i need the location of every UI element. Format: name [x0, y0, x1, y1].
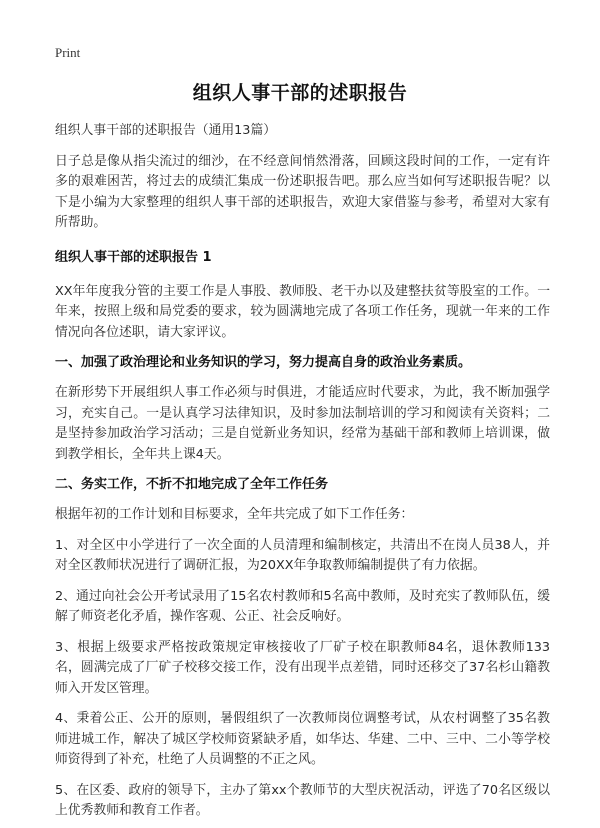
intro-paragraph: 日子总是像从指尖流过的细沙，在不经意间悄然滑落，回顾这段时间的工作，一定有许多的艰难困苦，将过去的成绩汇集成一份述职报告吧。那么应当如何写述职报告呢？以下是小编为大家整理的组织人事干部的述职报告，欢迎大家借鉴与参考，希望对大家有所帮助。	[55, 153, 550, 230]
list-item-3: 3、根据上级要求严格按政策规定审核接收了厂矿子校在职教师84名，退休教师133名，圆满完成了厂矿子校移交接工作，没有出现半点差错，同时还移交了37名杉山籍教师入开发区管理。	[55, 639, 550, 696]
list-item-1: 1、对全区中小学进行了一次全面的人员清理和编制核定，共清出不在岗人员38人，并对全区教师状况进行了调研汇报，为20XX年争取教师编制提供了有力依据。	[55, 537, 550, 573]
heading-work: 二、务实工作，不折不扣地完成了全年工作任务	[55, 477, 329, 492]
paragraph-year-summary: XX年年度我分管的主要工作是人事股、教师股、老干办以及建整扶贫等股室的工作。一年来，按照上级和局党委的要求，较为圆满地完成了各项工作任务，现就一年来的工作情况向各位述职，请大家评议。	[55, 283, 550, 340]
article-body	[55, 121, 550, 822]
heading-study: 一、加强了政治理论和业务知识的学习，努力提高自身的政治业务素质。	[55, 355, 472, 370]
subtitle: 组织人事干部的述职报告（通用13篇）	[55, 123, 277, 138]
list-item-5: 5、在区委、政府的领导下，主办了第xx个教师节的大型庆祝活动，评选了70名区级以上优秀教师和教育工作者。	[55, 782, 550, 818]
list-item-2: 2、通过向社会公开考试录用了15名农村教师和5名高中教师，及时充实了教师队伍，缓解了师资老化矛盾，操作客观、公正、社会反响好。	[55, 588, 550, 624]
section-heading: 组织人事干部的述职报告 1	[55, 249, 212, 265]
paragraph-plan: 根据年初的工作计划和目标要求，全年共完成了如下工作任务：	[55, 507, 414, 522]
page-title: 组织人事干部的述职报告	[192, 82, 408, 104]
list-item-4: 4、秉着公正、公开的原则，暑假组织了一次教师岗位调整考试，从农村调整了35名教师进城工作，解决了城区学校师资紧缺矛盾，如华达、华建、二中、三中、二小等学校师资得到了补充，杜绝了人员调整的不正之风。	[55, 711, 550, 767]
paragraph-study: 在新形势下开展组织人事工作必须与时俱进，才能适应时代要求，为此，我不断加强学习，充实自己。一是认真学习法律知识，及时参加法制培训的学习和阅读有关资料；二是坚持参加政治学习活动；三是自觉新业务知识，经常为基础干部和教师上培训课，做到教学相长，全年共上课4天。	[55, 385, 550, 462]
print-link[interactable]: Print	[55, 45, 81, 60]
